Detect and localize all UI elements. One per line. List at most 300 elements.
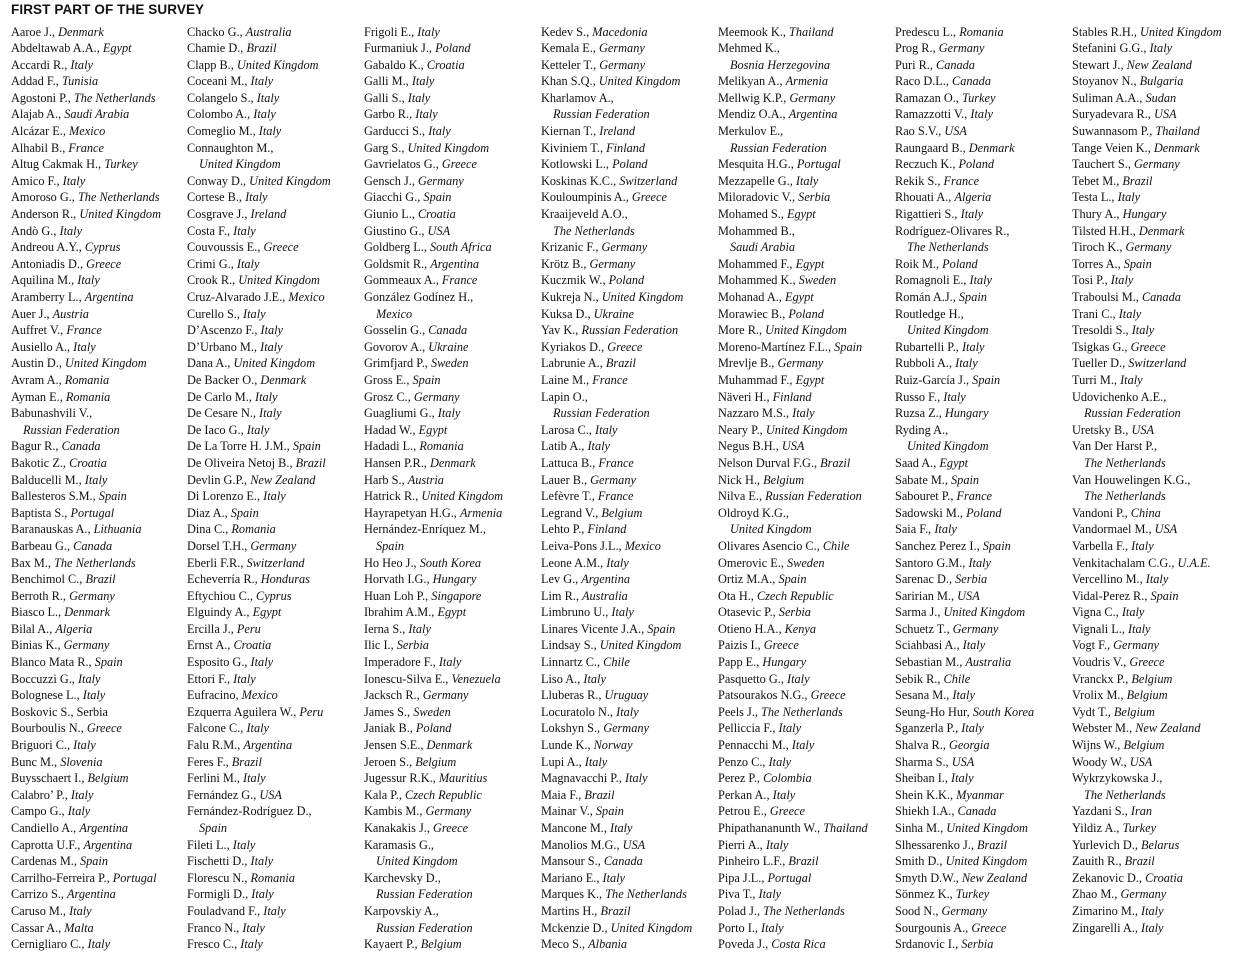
participant-name: Eufracino, [187,688,242,703]
participant-country: Romania [959,24,1004,39]
participant-country: Chile [822,538,850,553]
participant-name: Mellwig K.P., [718,90,790,105]
participant-entry [541,223,692,240]
participant-entry [187,555,331,572]
participant-country: United Kingdom [610,920,693,935]
participant-entry [718,156,868,173]
participant-entry [1072,704,1222,721]
participant-country: Denmark [426,738,473,753]
participant-entry [11,123,161,140]
participant-entry [187,820,331,837]
participant-name: Rubboli A., [895,356,956,371]
participant-entry [1072,488,1222,505]
participant-name: Fischetti D., [187,854,251,869]
participant-entry [895,24,1034,41]
participant-country: Croatia [417,207,456,222]
participant-country: Egypt [784,290,814,304]
participant-country: USA [1131,422,1154,437]
participant-country: The Netherlands [1084,489,1166,504]
participant-name: Seung-Ho Hur, [895,704,973,719]
participant-country: Spain [982,538,1011,553]
participant-entry [187,156,331,173]
participant-name: Aaroe J., [11,24,59,39]
participant-country: Saudi Arabia [64,107,130,122]
participant-entry [1072,837,1222,854]
participant-name: Bilal A., [11,621,56,636]
participant-name: Kotlowski L., [541,157,613,172]
participant-name: Vidal-Perez R., [1072,588,1151,603]
participant-name: Ercilla J., [187,621,237,636]
participant-entry [364,604,503,621]
participant-name: Van Der Harst P., [1072,439,1158,454]
participant-name: Yildiz A., [1072,821,1123,835]
participant-entry [187,886,331,903]
participant-country: Germany [941,903,988,918]
participant-entry [895,455,1034,472]
participant-country: USA [622,837,646,852]
participant-entry [1072,521,1222,538]
participant-country: Bosnia Herzegovina [730,57,831,72]
participant-entry [541,289,692,306]
participant-country: Brazil [1122,173,1153,188]
participant-country: Algeria [55,621,93,636]
participant-entry [541,521,692,538]
participant-country: Italy [82,688,106,703]
participant-entry [187,704,331,721]
participant-name: Zimarino M., [1072,903,1141,918]
participant-name: Varbella F., [1072,538,1132,553]
participant-entry [718,488,868,505]
participant-entry [187,870,331,887]
participant-name: Diaz A., [187,505,231,520]
participant-entry [718,189,868,206]
participant-entry [541,173,692,190]
participant-entry [1072,903,1222,920]
participant-name: Aquilina M., [11,273,78,288]
participant-country: Denmark [968,140,1015,155]
participant-country: Italy [259,406,282,421]
participant-entry [11,521,161,538]
participant-name: Harb S., [364,472,408,487]
participant-name: More R., [718,323,766,338]
participant-country: United Kingdom [233,356,316,371]
participant-name: Boskovic S., Serbia [11,704,109,719]
participant-entry [187,538,331,555]
participant-name: Nazzaro M.S., [718,406,793,421]
participant-name: Ortiz M.A., [718,572,779,587]
participant-name: Briguori C., [11,738,74,753]
participant-entry [718,505,868,522]
participant-entry [364,355,503,372]
participant-country: Germany [1113,638,1159,653]
participant-name: Stables R.H., [1072,24,1140,39]
participant-country: New Zealand [1126,57,1192,72]
participant-name: Agostoni P., [11,90,74,105]
participant-entry [541,106,692,123]
participant-name: Govorov A., [364,339,429,354]
participant-country: Italy [77,671,101,686]
participant-country: Poland [942,256,978,271]
participant-name: Meemook K., [718,24,790,39]
participant-entry [718,206,868,223]
participant-name: Costa F., [187,223,234,238]
participant-name: Lauer B., [541,472,591,487]
participant-country: New Zealand [250,472,316,487]
participant-entry [718,455,868,472]
participant-name: Zhao M., [1072,887,1121,902]
participant-entry [895,770,1034,787]
participant-entry [541,571,692,588]
participant-entry [364,820,503,837]
participant-country: Brazil [1124,854,1155,869]
participant-name: Sood N., [895,903,942,918]
participant-country: Poland [415,721,452,736]
participant-name: Lluberas R., [541,688,605,703]
participant-name: Fresco C., [187,937,241,952]
participant-name: Locuratolo N., [541,704,617,719]
participant-name: Voudris V., [1072,655,1130,670]
participant-entry [541,156,692,173]
participant-country: Spain [423,190,452,205]
participant-country: Greece [769,804,805,819]
participant-entry [1072,272,1222,289]
participant-country: USA [781,439,805,454]
participant-name: Merkulov E., [718,124,784,139]
participant-name: Suryadevara R., [1072,107,1154,122]
participant-entry [541,870,692,887]
participant-name: Zekanovic D., [1072,870,1146,885]
participant-country: USA [427,223,451,238]
participant-entry [364,339,503,356]
participant-entry [718,272,868,289]
participant-entry [718,73,868,90]
participant-country: Italy [415,107,438,122]
participant-entry [895,538,1034,555]
participant-entry [187,405,331,422]
participant-name: Raungaard B., [895,140,969,155]
participant-country: Costa Rica [771,937,826,952]
participant-entry [541,90,692,107]
participant-name: Ettori F., [187,671,234,686]
participant-name: Blanco Mata R., [11,655,95,670]
participant-country: Honduras [260,572,310,587]
participant-entry [541,803,692,820]
participant-entry [364,438,503,455]
participant-entry [11,272,161,289]
participant-country: Thailand [1155,124,1200,139]
participant-name: Chamie D., [187,41,247,56]
participant-entry [364,189,503,206]
participant-name: Moreno-Martínez F.L., [718,339,835,354]
participant-name: Sebastian M., [895,655,966,670]
participant-entry [364,521,503,538]
participant-name: Kukreja N., [541,290,602,304]
participant-entry [187,140,331,157]
participant-entry [541,73,692,90]
participant-entry [1072,637,1222,654]
participant-entry [1072,438,1222,455]
participant-country: United Kingdom [599,638,682,653]
participant-entry [364,936,503,953]
participant-entry [187,73,331,90]
participant-country: Tunisia [61,74,99,89]
participant-name: Schuetz T., [895,621,953,636]
participant-entry [11,455,161,472]
participant-country: Argentina [581,572,631,587]
participant-country: Italy [761,920,784,935]
participant-country: Egypt [102,41,132,56]
participant-entry [11,936,161,953]
participant-entry [541,57,692,74]
participant-name: Petrou E., [718,804,770,819]
participant-name: Patsourakos N.G., [718,688,811,703]
participant-entry [895,73,1034,90]
participant-entry [11,704,161,721]
participant-entry [718,720,868,737]
participant-entry [11,355,161,372]
participant-entry [895,322,1034,339]
participant-country: Canada [428,323,468,338]
participant-name: Koskinas K.C., [541,173,620,188]
participant-name: Horvath I.G., [364,572,433,587]
participant-name: Mancone M., [541,821,610,835]
participant-entry [895,837,1034,854]
participant-entry [11,886,161,903]
participant-country: Egypt [437,605,467,620]
participant-name: Colombo A., [187,107,254,122]
participant-entry [364,156,503,173]
participant-entry [718,637,868,654]
participant-name: Pierri A., [718,837,766,852]
participant-name: Mariano E., [541,870,603,885]
participant-name: Falcone C., [187,721,247,736]
participant-name: Yurlevich D., [1072,837,1141,852]
participant-name: Torres A., [1072,256,1124,271]
participant-name: Bunc M., [11,754,61,769]
participant-country: Italy [256,90,280,105]
participant-country: New Zealand [961,870,1028,885]
participant-country: Greece [86,721,122,736]
participant-name: Polad J., [718,903,764,918]
participant-name: Sharma S., [895,754,952,769]
participant-entry [364,588,503,605]
participant-entry [541,920,692,937]
participant-country: Spain [958,290,987,304]
participant-entry [1072,604,1222,621]
participant-country: Ireland [250,207,287,222]
participant-entry [11,106,161,123]
participant-name: Lehto P., [541,522,588,537]
participant-entry [364,472,503,489]
participant-entry [187,272,331,289]
participant-name: Cortese B., [187,190,246,205]
participant-country: Egypt [795,256,825,271]
participant-entry [187,123,331,140]
participant-entry [895,173,1034,190]
participant-country: Italy [765,837,789,852]
participant-name: Pasquetto G., [718,671,787,686]
participant-country: France [68,140,104,155]
participant-entry [895,737,1034,754]
participant-entry [541,886,692,903]
participant-entry [187,903,331,920]
participant-country: Spain [230,505,259,520]
participant-name: Sheiban I., [895,771,952,786]
participant-country: The Netherlands [77,190,160,205]
participant-entry [895,306,1034,323]
participant-entry [1072,339,1222,356]
participant-name: Cosgrave J., [187,207,251,222]
participant-name: Tosi P., [1072,273,1111,288]
participant-country: Italy [951,771,974,786]
participant-entry [364,422,503,439]
participant-country: Italy [583,671,606,686]
participant-name: Cardenas M., [11,854,80,869]
participant-name: Goldsmit R., [364,256,431,271]
participant-name: Nelson Durval F.G., [718,455,821,470]
participant-name: Ota H., [718,588,757,603]
participant-country: Canada [603,854,643,869]
participant-country: Greece [1129,655,1165,670]
participant-country: Italy [240,937,263,952]
participant-country: Russian Federation [765,489,862,504]
participant-country: Greece [763,638,799,653]
participant-entry [541,770,692,787]
participant-country: Italy [955,356,978,371]
participant-entry [1072,621,1222,638]
participant-name: Lefèvre T., [541,489,598,504]
participant-country: Brazil [85,572,116,587]
participant-name: Rigattieri S., [895,207,961,222]
participant-country: Italy [243,771,266,786]
participant-name: Saririan M., [895,588,958,603]
participant-name: Negus B.H., [718,439,782,454]
participant-entry [718,140,868,157]
participant-country: Belgium [415,754,457,769]
participant-country: Finland [772,389,812,404]
participant-country: Hungary [1122,207,1167,222]
participant-country: United Kingdom [64,356,147,371]
participant-name: Fernández G., [187,787,260,802]
participant-entry [1072,73,1222,90]
participant-entry [187,57,331,74]
participant-name: Barbeau G., [11,538,74,553]
participant-country: China [1130,505,1161,520]
participant-name: Garbo R., [364,107,416,122]
participant-name: Thury A., [1072,207,1123,222]
participant-country: Denmark [58,24,104,39]
participant-name: Lapin O., [541,389,588,404]
participant-country: Italy [1149,41,1173,56]
participant-entry [541,754,692,771]
participant-entry [11,24,161,41]
participant-entry [718,787,868,804]
participant-entry [1072,422,1222,439]
participant-country: Singapore [431,588,482,603]
participant-entry [11,505,161,522]
participant-entry [895,372,1034,389]
participant-entry [1072,189,1222,206]
participant-entry [364,488,503,505]
participant-country: South Korea [972,704,1035,719]
participant-name: Lim R., [541,588,582,603]
participant-entry [187,189,331,206]
participant-entry [541,140,692,157]
participant-entry [718,389,868,406]
participant-country: Greece [263,240,299,255]
participant-entry [11,206,161,223]
participant-name: Jugessur R.K., [364,771,439,786]
participant-entry [187,472,331,489]
participant-entry [11,820,161,837]
participant-entry [895,140,1034,157]
participant-name: Vogt F., [1072,638,1114,653]
participant-name: Venkitachalam C.G., [1072,555,1178,570]
participant-entry [11,239,161,256]
participant-entry [895,604,1034,621]
participant-country: Argentina [84,290,134,304]
participant-name: Mohammed B., [718,223,795,238]
participant-entry [541,355,692,372]
participant-name: Vercellino M., [1072,572,1146,587]
participant-name: Ketteler T., [541,57,600,72]
participant-entry [364,637,503,654]
participant-entry [895,787,1034,804]
participant-name: Ierna S., [364,621,409,636]
participant-entry [1072,372,1222,389]
participant-name: Accardi R., [11,57,71,72]
participant-entry [541,256,692,273]
participant-entry [187,936,331,953]
participant-country: France [592,372,628,387]
participant-entry [187,90,331,107]
participant-country: Brazil [231,754,262,769]
participant-country: Italy [407,90,431,105]
participant-entry [187,389,331,406]
participant-entry [187,637,331,654]
participant-name: Giacchi G., [364,190,424,205]
participant-name: Mohanad A., [718,290,785,304]
participant-name: Zingarelli A., [1072,920,1141,935]
participant-entry [187,604,331,621]
participant-country: The Netherlands [763,903,845,918]
participant-name: Suliman A.A., [1072,90,1146,105]
participant-entry [364,555,503,572]
participant-name: Vandoni P., [1072,505,1131,520]
participant-country: Romania [65,389,111,404]
participant-name: Franco N., [187,920,243,935]
participant-name: Bagur R., [11,439,62,454]
participant-entry [11,870,161,887]
participant-name: Testa L., [1072,190,1118,205]
participant-name: Alhabil B., [11,140,69,155]
participant-entry [187,837,331,854]
participant-entry [364,770,503,787]
participant-country: Australia [965,655,1012,670]
participant-country: The Netherlands [907,240,989,255]
participant-entry [895,239,1034,256]
participant-name: Martins H., [541,903,601,918]
participant-country: Czech Republic [405,787,482,802]
participant-entry [895,886,1034,903]
participant-name: Ayman E., [11,389,66,404]
participant-name: Piva T., [718,887,759,902]
participant-country: Italy [587,439,610,454]
participant-country: France [66,323,102,338]
participant-country: Iran [1130,804,1153,819]
participant-name: Saad A., [895,455,940,470]
participant-name: Labrunie A., [541,356,606,371]
